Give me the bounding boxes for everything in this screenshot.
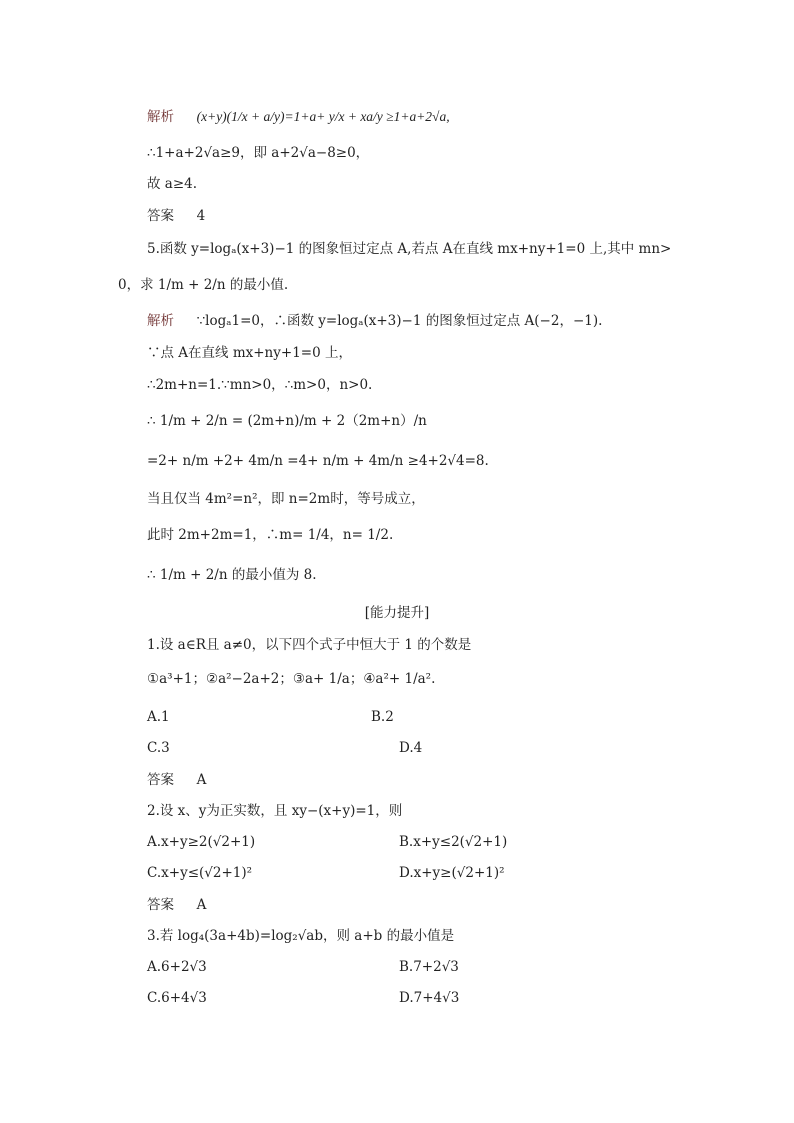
solution-line: 当且仅当 4m²=n²，即 n=2m时，等号成立，: [147, 491, 425, 507]
answer-label: 答案: [147, 897, 174, 913]
option-b: B.2: [371, 709, 394, 725]
question-stem: 0，求 1/m + 2/n 的最小值.: [118, 277, 289, 293]
answer-line: [147, 771, 206, 789]
solution-line: ∵点 A在直线 mx+ny+1=0 上，: [147, 345, 352, 361]
option-b: B.7+2√3: [399, 959, 459, 975]
solution-line: ∴2m+n=1.∵mn>0，∴m>0，n>0.: [147, 377, 373, 393]
question-stem: 5.函数 y=logₐ(x+3)−1 的图象恒过定点 A,若点 A在直线 mx+ny+1=0 上,其中 mn>: [147, 241, 672, 257]
option-a: A.6+2√3: [147, 959, 207, 975]
option-c: C.6+4√3: [147, 990, 207, 1006]
answer-label: 答案: [147, 772, 174, 788]
option-a: A.1: [147, 709, 170, 725]
option-a: A.x+y≥2(√2+1): [147, 834, 256, 850]
solution-line: 此时 2m+2m=1，∴m= 1/4，n= 1/2.: [147, 527, 394, 543]
answer-line: [147, 207, 205, 225]
question-stem: 1.设 a∈R且 a≠0，以下四个式子中恒大于 1 的个数是: [147, 637, 472, 653]
answer-value: 4: [196, 208, 206, 224]
solution-line: 故 a≥4.: [147, 176, 198, 192]
option-d: D.x+y≥(√2+1)²: [399, 865, 505, 881]
solution-line: ∴ 1/m + 2/n 的最小值为 8.: [147, 567, 317, 583]
solution-text: ∵logₐ1=0，∴函数 y=logₐ(x+3)−1 的图象恒过定点 A(−2，−1).: [196, 313, 603, 329]
section-title: [能力提升]: [364, 605, 430, 621]
answer-value: A: [196, 897, 207, 913]
option-b: B.x+y≤2(√2+1): [399, 834, 508, 850]
solution-line: ∴ 1/m + 2/n = (2m+n)/m + 2（2m+n）/n: [147, 413, 427, 429]
solution-label: 解析: [147, 109, 174, 125]
answer-line: [147, 896, 206, 914]
option-c: C.x+y≤(√2+1)²: [147, 865, 253, 881]
option-d: D.4: [399, 740, 423, 756]
question-stem: 2.设 x、y为正实数，且 xy−(x+y)=1，则: [147, 803, 403, 819]
question-stem: 3.若 log₄(3a+4b)=log₂√ab，则 a+b 的最小值是: [147, 928, 455, 944]
solution-line: =2+ n/m +2+ 4m/n =4+ n/m + 4m/n ≥4+2√4=8.: [147, 453, 489, 469]
solution-line: ∴1+a+2√a≥9，即 a+2√a−8≥0，: [147, 145, 370, 161]
option-c: C.3: [147, 740, 170, 756]
answer-label: 答案: [147, 208, 174, 224]
math-expression: (x+y)(1/x + a/y)=1+a+ y/x + xa/y ≥1+a+2√a,: [196, 109, 450, 124]
solution-line: [147, 312, 602, 330]
question-items: ①a³+1；②a²−2a+2；③a+ 1/a；④a²+ 1/a².: [147, 671, 436, 687]
answer-value: A: [196, 772, 207, 788]
option-d: D.7+4√3: [399, 990, 460, 1006]
solution-label: 解析: [147, 313, 174, 329]
solution-line: [147, 108, 450, 126]
